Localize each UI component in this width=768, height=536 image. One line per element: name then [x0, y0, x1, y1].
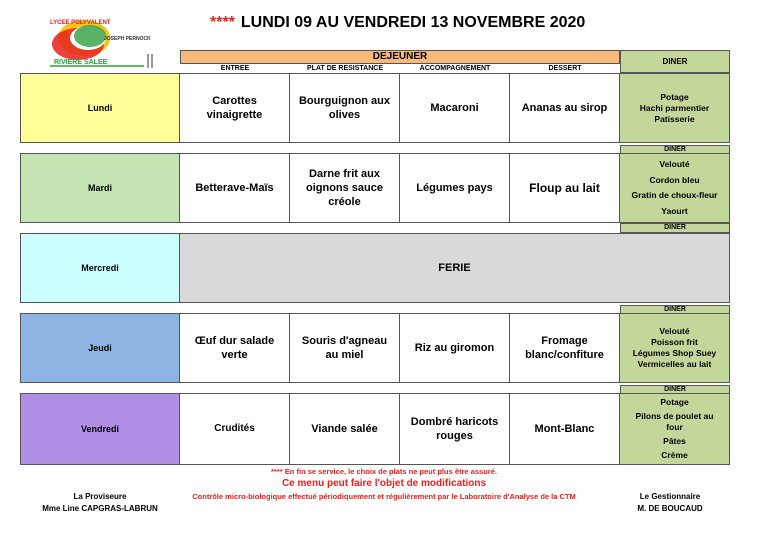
- diner-item: Velouté: [659, 159, 690, 170]
- gestionnaire-name: M. DE BOUCAUD: [637, 504, 703, 513]
- plat-cell: Darne frit aux oignons sauce créole: [290, 154, 400, 222]
- diner-item: Vermicelles au lait: [637, 359, 712, 369]
- day-label: Lundi: [21, 74, 180, 142]
- diner-item: Potage: [660, 397, 689, 408]
- proviseure-title: La Proviseure: [73, 492, 127, 501]
- diner-item: Pâtes: [663, 435, 686, 446]
- day-row-lundi: [20, 73, 730, 143]
- col-plat-header: PLAT DE RESISTANCE: [307, 65, 383, 72]
- accompagnement-cell: Riz au giromon: [400, 314, 510, 382]
- diner-item: Hachi parmentier: [639, 102, 710, 113]
- diner-header: DINER: [620, 50, 730, 73]
- col-dessert-header: DESSERT: [548, 65, 582, 72]
- dessert-cell: Floup au lait: [510, 154, 620, 222]
- diner-item: Yaourt: [661, 205, 688, 216]
- diner-item: Patisserie: [654, 113, 695, 124]
- day-label: Vendredi: [21, 394, 180, 464]
- day-row-vendredi: [20, 393, 730, 465]
- day-label: Jeudi: [21, 314, 180, 382]
- col-entree-header: ENTREE: [220, 65, 250, 72]
- school-logo: [44, 14, 162, 70]
- diner-label: DINER: [620, 385, 730, 395]
- entree-cell: Carottes vinaigrette: [180, 74, 290, 142]
- gestionnaire-title: Le Gestionnaire: [639, 492, 701, 501]
- diner-item: Gratin de choux-fleur: [631, 190, 718, 201]
- diner-item: Légumes Shop Suey: [632, 348, 717, 358]
- diner-item: Poisson frit: [651, 337, 698, 347]
- plat-cell: Bourguignon aux olives: [290, 74, 400, 142]
- diner-cell: [620, 394, 729, 464]
- page-title: [210, 14, 585, 32]
- accompagnement-cell: Macaroni: [400, 74, 510, 142]
- logo-bottom-text: RIVIERE SALEE: [54, 59, 108, 66]
- entree-cell: Betterave-Maïs: [180, 154, 290, 222]
- col-accompagnement-header: ACCOMPAGNEMENT: [419, 65, 491, 72]
- logo-top-text: LYCEE POLYVALENT: [50, 20, 111, 26]
- diner-cell: [620, 74, 729, 142]
- dessert-cell: Ananas au sirop: [510, 74, 620, 142]
- note-service: **** En fin se service, le choix de plats ne peut plus être assuré.: [271, 467, 497, 476]
- diner-item: Velouté: [659, 326, 690, 336]
- plat-cell: Souris d'agneau au miel: [290, 314, 400, 382]
- diner-label: DINER: [620, 305, 730, 315]
- dessert-cell: Fromage blanc/confiture: [510, 314, 620, 382]
- accompagnement-cell: Légumes pays: [400, 154, 510, 222]
- day-label: Mardi: [21, 154, 180, 222]
- diner-cell: [620, 154, 729, 222]
- day-row-mardi: [20, 153, 730, 223]
- dessert-cell: Mont-Blanc: [510, 394, 620, 464]
- accompagnement-cell: Dombré haricots rouges: [400, 394, 510, 464]
- entree-cell: Crudités: [180, 394, 290, 464]
- diner-item: Cordon bleu: [649, 174, 700, 185]
- day-row-jeudi: [20, 313, 730, 383]
- proviseure-name: Mme Line CAPGRAS-LABRUN: [42, 504, 158, 513]
- title-stars: ****: [210, 14, 235, 31]
- plat-cell: Viande salée: [290, 394, 400, 464]
- diner-item: Crème: [661, 449, 688, 460]
- diner-item: Pilons de poulet au four: [635, 411, 714, 433]
- diner-label: DINER: [620, 223, 730, 233]
- day-row-mercredi: [20, 233, 730, 303]
- entree-cell: Œuf dur salade verte: [180, 314, 290, 382]
- ferie-cell: FERIE: [180, 234, 729, 302]
- logo-mid-text: JOSEPH PERNOCK: [104, 36, 151, 42]
- diner-label: DINER: [620, 145, 730, 155]
- title-text: LUNDI 09 AU VENDREDI 13 NOVEMBRE 2020: [240, 14, 586, 31]
- dejeuner-header: DEJEUNER: [180, 50, 620, 64]
- diner-cell: [620, 314, 729, 382]
- note-controle: Contrôle micro-biologique effectué périodiquement et régulièrement par le Laboratoire d'Analyse de la CTM: [192, 492, 576, 501]
- note-modifications: Ce menu peut faire l'objet de modifications: [281, 478, 487, 489]
- day-label: Mercredi: [21, 234, 180, 302]
- diner-item: Potage: [660, 91, 689, 102]
